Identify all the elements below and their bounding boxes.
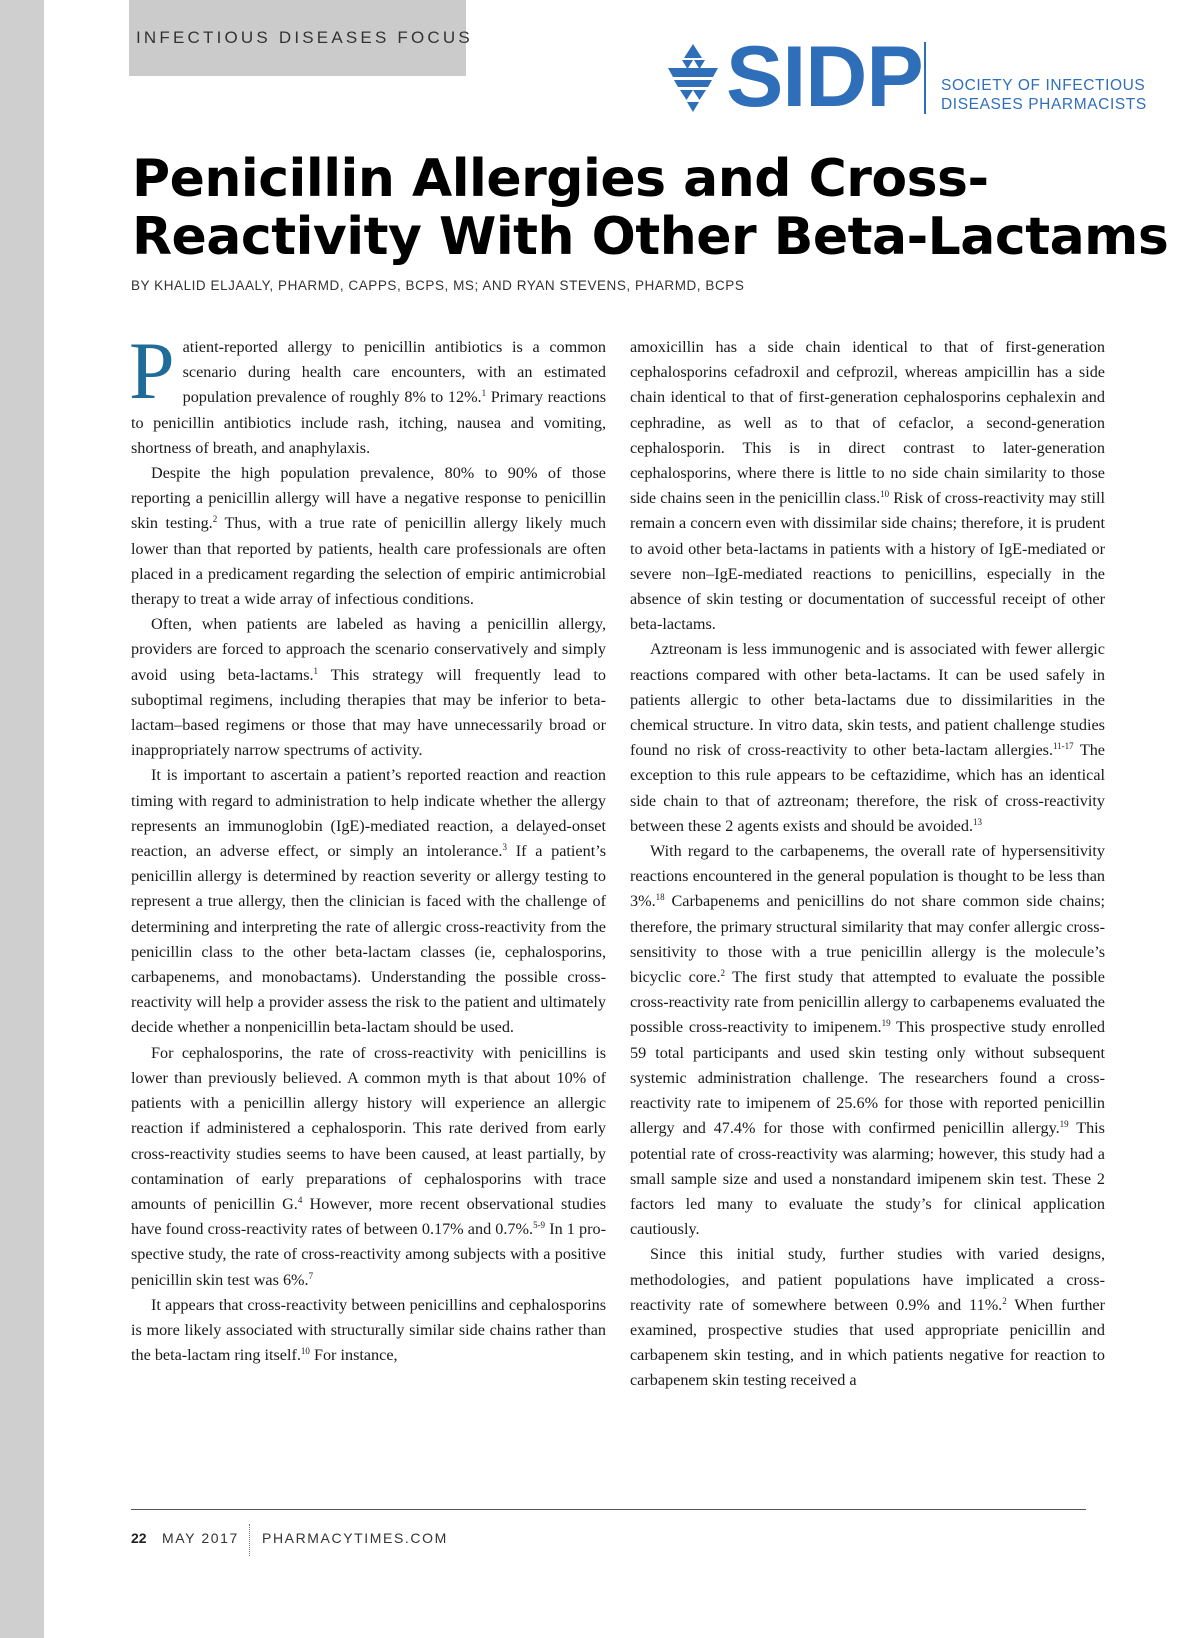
org-line-2: DISEASES PHARMACISTS <box>941 96 1147 113</box>
paragraph: amoxicillin has a side chain identical to that of first-generation cephalosporins cefadroxil and cefprozil, whereas ampicillin has a side chain identical to that of first-generation cephalosporins cephalexin and cephradine, as well as to that of cefaclor, a second-generation cephalosporin. This is in direct contrast to later-generation cephalosporins, where there is little to no side chain similarity to those side chains seen in the penicillin class.$^{10}$ Risk of cross-reactivity may still remain a concern even with dissimilar side chains; therefore, it is prudent to avoid other beta-lactams in patients with a history of IgE-mediated or severe non–IgE-mediated reactions to penicillins, especially in the absence of skin testing or documentation of successful receipt of other beta-lactams. <box>630 338 1105 634</box>
paragraph: It is important to ascertain a patient’s reported reaction and reaction timing with regard to administration to help indicate whether the allergy represents an immunoglobin (IgE)-mediated reaction, a delayed-onset reaction, an adverse effect, or simply an intolerance.$^3$ If a patient’s penicillin allergy is determined by reaction severity or allergy testing to represent a true allergy, then the clinician is faced with the challenge of determining and interpreting the rate of allergic cross-reactivity from the penicillin class to the other beta-lactam classes (ie, cephalosporins, carbapenems, and monobactams). Understanding the possible cross-reactivity will help a provider assess the risk to the patient and ultimately decide whether a nonpenicillin beta-lactam should be used. <box>131 766 606 1037</box>
sidp-emblem-icon <box>664 44 722 114</box>
article-title <box>132 149 1169 267</box>
paragraph: Patient-reported allergy to penicillin antibiotics is a common scenario during health care encounters, with an estimated population prevalence of roughly 8% to 12%.$^1$ Primary reactions to penicillin antibiotics include rash, itching, nausea and vomiting, shortness of breath, and anaphylaxis. <box>129 325 606 457</box>
paragraph: Despite the high population prevalence, 80% to 90% of those reporting a penicillin allergy will have a negative response to penicillin skin testing.$^2$ Thus, with a true rate of penicillin allergy likely much lower than that reported by patients, health care professionals are often placed in a predicament regarding the selection of empiric antimicrobial therapy to treat a wide array of infectious conditions. <box>131 464 606 609</box>
section-label: INFECTIOUS DISEASES FOCUS <box>136 28 473 47</box>
org-line-1: SOCIETY OF INFECTIOUS <box>941 77 1146 94</box>
paragraph: Aztreonam is less immunogenic and is associated with fewer allergic reactions compared with other beta-lactams. It can be used safely in patients allergic to other beta-lactams due to dissimilarities in the chemical structure. In vitro data, skin tests, and patient challenge studies found no risk of cross-reactivity to other beta-lactam allergies.$^{11-17}$ The exception to this rule appears to be ceftazidime, which has an identical side chain to that of aztreonam; therefore, the risk of cross-reactivity between these 2 agents exists and should be avoided.$^{13}$ <box>630 640 1105 835</box>
sidp-organization-name <box>941 76 1147 114</box>
paragraph: Since this initial study, further studies with varied designs, methodologies, and patient populations have implicated a cross-reactivity rate of somewhere between 0.9% and 11%.$^2$ When further examined, prospective studies that used appropriate penicillin and carbapenem skin testing, and in which patients negative for reaction to carbapenem skin testing received a <box>630 1245 1105 1390</box>
drop-cap: P <box>129 325 175 416</box>
issue-date: MAY 2017 <box>162 1530 239 1546</box>
logo-divider <box>924 42 926 114</box>
left-column <box>129 325 606 1368</box>
paragraph: For cephalosporins, the rate of cross-reactivity with penicillins is lower than previously believed. A common myth is that about 10% of patients with a penicillin allergy history will experience an allergic reaction if administered a cephalosporin. This rate derived from early cross-reactivity studies seems to have been caused, at least partially, by contamination of early preparations of cephalosporins with trace amounts of penicillin G.$^4$ However, more recent observational studies have found cross-reactivity rates of between 0.17% and 0.7%.$^{5-9}$ In 1 prospective study, the rate of cross-reactivity among subjects with a positive penicillin skin test was 6%.$^7$ <box>131 1043 606 1289</box>
footer-rule <box>131 1509 1086 1510</box>
byline: BY KHALID ELJAALY, PHARMD, CAPPS, BCPS, MS; AND RYAN STEVENS, PHARMD, BCPS <box>131 278 745 293</box>
footer-divider <box>249 1524 250 1556</box>
left-margin-bar <box>0 0 44 1638</box>
sidp-logo <box>664 29 1147 125</box>
paragraph: It appears that cross-reactivity between penicillins and cephalosporins is more likely associated with structurally similar side chains rather than the beta-lactam ring itself.$^{10}$ For instance, <box>131 1295 606 1365</box>
title-line-1: Penicillin Allergies and Cross- <box>132 149 989 209</box>
paragraph: With regard to the carbapenems, the overall rate of hypersensitivity reactions encountered in the general population is thought to be less than 3%.$^{18}$ Carbapenems and penicillins do not share common side chains; therefore, the primary structural similarity that may confer allergic cross-sensitivity to those with a true penicillin allergy is the molecule’s bicyclic core.$^2$ The first study that attempted to evaluate the possible cross-reactivity rate from penicillin allergy to carbapenems evaluated the possible cross-reactivity to imipenem.$^{19}$ This prospective study enrolled 59 total participants and used skin testing only without subsequent systemic administration challenge. The researchers found a cross-reactivity rate to imipenem of 25.6% for those with reported penicillin allergy and 47.4% for those with confirmed penicillin allergy.$^{19}$ This potential rate of cross-reactivity was alarming; however, this study had a small sample size and used a nonstandard imipenem skin test. These 2 factors led many to evaluate the study’s for clinical application cautiously. <box>630 842 1106 1239</box>
sidp-wordmark: SIDP <box>726 29 923 125</box>
paragraph: Often, when patients are labeled as having a penicillin allergy, providers are forced to approach the scenario conservatively and simply avoid using beta-lactams.$^1$ This strategy will frequently lead to suboptimal regimens, including therapies that may be inferior to beta-lactam–based regimens or those that may have unnecessarily broad or inappropriately narrow spectrums of activity. <box>131 615 606 760</box>
title-line-2: Reactivity With Other Beta-Lactams <box>132 207 1169 267</box>
website: PHARMACYTIMES.COM <box>262 1530 448 1546</box>
right-column <box>630 335 1105 1394</box>
page-number: 22 <box>131 1530 147 1546</box>
